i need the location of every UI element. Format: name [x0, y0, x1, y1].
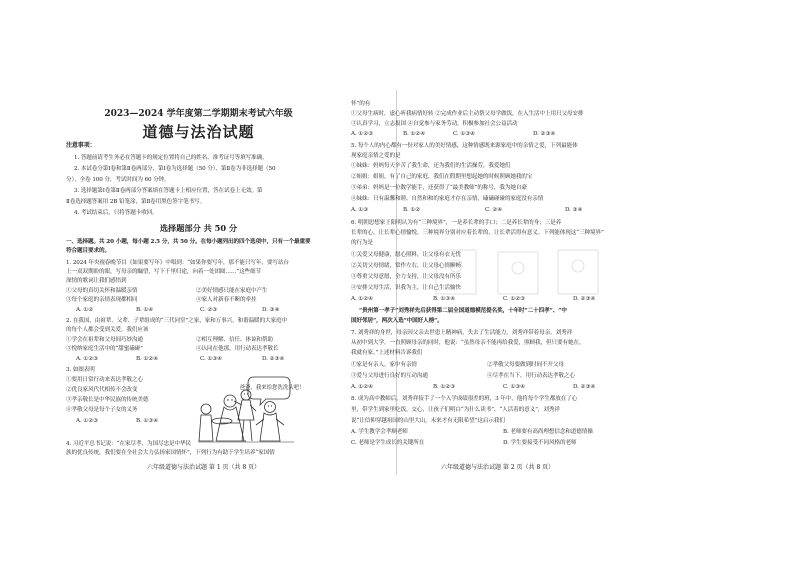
- choice: B. ①④: [136, 307, 154, 313]
- choice: B. ①②④: [136, 356, 159, 362]
- choice: B. ①②③: [433, 384, 456, 390]
- option: ②关切父母情绪，常作左右，让父母心情顺畅: [351, 263, 461, 269]
- question-1: 1. 2024 年央视春晚节目《如果要写年》中唱到：“如果你要写年，那不能只写年，要写站台: [66, 260, 289, 266]
- option: ②相互理解、信任、体谅和帮助: [196, 337, 273, 343]
- question-6: 的行为是: [351, 240, 373, 246]
- option: A. 学生教学会孝顺老师: [351, 429, 408, 435]
- option: B. 老师要有高尚理想信念和道德情操: [503, 429, 593, 435]
- option: D. 学生要接受不同风格的老师: [503, 440, 577, 446]
- question-4: 族的优良传统，我们要在全社会大力弘扬家国情怀”，下列行为有助于学生培养“家国情: [66, 450, 275, 456]
- option: ①父母生病时，虚心听我病情好转 ②完成作业后主动帮父母学做饭，在入生活中上用只父母安排: [351, 111, 584, 117]
- option: ③悦纳家庭生活中的“甜蜜磕碰”: [66, 346, 143, 352]
- option: ②孝敬父母要做到时间不开父母: [487, 362, 564, 368]
- exam-header: 2023—2024 学年度第二学期期末考试六年级: [104, 109, 293, 119]
- notes-heading: 注意事项：: [66, 142, 96, 149]
- option: ③每个家庭的亲情表现都相同: [66, 297, 138, 303]
- choice: C. ①③④: [453, 131, 476, 137]
- option: ②姐姐：姐姐，有了自己的家庭，我们在假期里想起她的时候照顾她我的宝: [351, 174, 533, 180]
- note-line: 分），全卷 100 分，考试时间为 60 分钟。: [66, 177, 170, 183]
- choice: C. ①③④: [200, 356, 223, 362]
- choice: A. ①②③: [76, 418, 99, 424]
- page-footer: 六年级道德与法治试题 第 2 页（共 8 页）: [441, 464, 555, 471]
- option: ③孝亲敬长是中华民族的传统美德: [66, 397, 149, 403]
- question-1: 上一双双期盼的眼，写母亲的瞩望，写下千里归途，向着一处团圆……”这些细节: [66, 269, 262, 275]
- option: ④认同在他那，用行动表达孝敬长: [196, 346, 279, 352]
- cartoon-speech: 爸爸，我来给您洗洗头吧！: [239, 385, 305, 391]
- option: ④安排父母生活，识我为主，让自己生活愉快: [351, 285, 461, 291]
- option: ③认真学习，立志报国 ④自觉参与家务劳动，积极参加社会公益活动: [351, 121, 518, 127]
- note-line: 3. 选择题第Ⅰ卷第Ⅱ卷两部分答案填在答题卡上相应位置，答在试卷上无效。第: [74, 188, 263, 194]
- option: ①关爱父母健康，愿心照料，让父母有衣无忧: [351, 252, 461, 258]
- option: ①妹妹：妈妈每天辛苦了我生命，还为我们的生活操劳，我爱她们: [351, 163, 511, 169]
- question-7: 我就有家。”上述材料告诉我们: [351, 350, 423, 356]
- quote-block: “贵州第一孝子”刘秀祥先后获得第二届全国道德模范提名奖，十年时“二十四孝”、“中: [359, 308, 567, 314]
- option: ②优良家风代代相传不会改变: [66, 387, 138, 393]
- question-2: 2. 在我国，由祖辈、父辈、子辈组成的“三代同堂”之家，家和万事兴，和谐温暖的大家庭中: [66, 318, 288, 324]
- question-3: 3. 如图表明: [66, 367, 95, 373]
- bleed-through-sketch: [432, 246, 604, 298]
- quote-block: 国好邻居”，两次入选“中国好人榜”。: [351, 318, 443, 324]
- choice: A. ①②③: [351, 131, 374, 137]
- continued-text: 怀”的有: [351, 101, 371, 107]
- choice: D. ②③④: [573, 296, 596, 302]
- question-5: 现家庭亲情之爱的是: [351, 153, 401, 159]
- family-cartoon-illustration: [198, 375, 305, 443]
- option: ③爱与父母进行良好的互动沟通: [351, 373, 428, 379]
- choice: C. ①②③: [503, 296, 526, 302]
- choice: C. ①③④: [503, 384, 526, 390]
- option: ③弟弟：妈妈是一位数学能手，还获得了“最美教师”的称号，我为她自豪: [351, 185, 527, 191]
- option: ④尽孝在当下，用行动表达孝敬之心: [487, 373, 575, 379]
- choice: D. ②③④: [533, 131, 556, 137]
- choice: A. ①③: [351, 207, 369, 213]
- choice: A. ①②④: [351, 296, 374, 302]
- option: ④妹妹：只有温馨和睦、自然和和的家庭才存在亲情，磕磕碰碰的家庭没有亲情: [351, 196, 544, 202]
- question-8: 8. 成为高中教师后，刘秀祥接手了一个入学成绩很差的班，3 年中，他将每个学生都放在了心: [351, 396, 578, 402]
- choice: D. ②③④: [262, 356, 285, 362]
- choice: B. ①③④: [433, 296, 456, 302]
- note-line: 4. 考试结束后，只将答题卡收回。: [74, 210, 158, 216]
- choice: A. ①②: [76, 307, 94, 313]
- note-line: 1. 答题前请考生务必在答题卡的规定位置将自己的姓名、准考证号等填写准确。: [74, 155, 268, 161]
- option: ①家是有亲人，家中有亲情: [351, 362, 417, 368]
- question-7: 7. 刘秀祥的身世，母亲因父亲去世患上精神病，失去了生活能力，刘秀祥带着母亲，刘秀祥: [351, 330, 573, 336]
- option: ④孝敬父母是每个子女的义务: [66, 407, 138, 413]
- choice: C. ②④: [485, 207, 503, 213]
- option: ③尊重父母意愿，全力支持，让父母没有所乐: [351, 274, 461, 280]
- option: ④家人对新春不断的牵挂: [196, 297, 257, 303]
- choice: C. ②③: [200, 307, 218, 313]
- section-title: 选择题部分 共 50 分: [159, 223, 238, 233]
- choice: B. ①②: [403, 207, 421, 213]
- page-footer: 六年级道德与法治试题 第 1 页（共 8 页）: [147, 464, 261, 471]
- question-8: 里，带学生到家里吃饭，交心，让孩子们明白“为什么读书”、“人活着的意义”，刘秀祥: [351, 407, 560, 413]
- question-7: 从初中到大学，一直照顾母亲的同时，他说：“虽然母亲不能再给我爱，照顾我，但只要有她在，: [351, 340, 585, 346]
- choice: B. ①③④: [136, 418, 159, 424]
- note-line: 2. 本试卷分第Ⅰ卷和第Ⅱ卷两部分，第Ⅰ卷为选择题（50 分），第Ⅱ卷为非选择题（50: [74, 166, 276, 172]
- question-1: 深情的歌词让我们感悟到: [66, 278, 127, 284]
- choice: A. ①②④: [351, 384, 374, 390]
- option: ①学会在祖辈和父母间巧妙沟通: [66, 337, 143, 343]
- choice: D. ②③④: [573, 384, 596, 390]
- option: ①要用日常行动来表达孝敬之心: [66, 377, 143, 383]
- choice: A. ①②③: [76, 356, 99, 362]
- question-6: 6. 明朝思想家王阳明认为有“三种境界”，一是养长辈的手口；二是养长辈的身；三是养: [351, 220, 562, 226]
- question-4: 4. 习近平总书记说：“在家尽孝、为国尽忠是中华民: [66, 441, 191, 447]
- section-intro: 符合题目要求的。: [66, 248, 110, 254]
- question-5: 5. 每个人的内心都有一份对家人的美好情感，这种情感既来源家庭中的亲情之爱，下列最能体: [351, 143, 578, 149]
- option: C. 老师是学生成长的关键所在: [351, 440, 425, 446]
- question-6: 长辈的心，让长辈心情愉悦。三种境界分别对应着长辈的，让长辈活得有意义。下列能体现这“三种境界”: [351, 230, 604, 236]
- question-8: 说“让信仰穿越祖国的山里大山，未来才有无限希望”这启示我们: [351, 418, 505, 424]
- option: ①父母的真切关怀和温暖亲情: [66, 288, 138, 294]
- choice: D. ③④: [262, 307, 280, 313]
- note-line: Ⅱ卷选择题答案用 2B 铅笔涂，第Ⅱ卷用黑色签字笔书写。: [66, 199, 206, 205]
- section-intro: 一、选择题。共 20 小题，每小题 2.5 分，共 50 分。在每小题列出的四个选项中，只有一个最重要: [66, 239, 311, 245]
- exam-title: 道德与法治试题: [142, 123, 255, 141]
- question-2: 的每个人都会受到关爱。我们应该: [66, 327, 149, 333]
- choice: B. ①②④: [403, 131, 426, 137]
- choice: D. ③④: [565, 207, 583, 213]
- option: ②美好情感只能在家庭中产生: [196, 288, 268, 294]
